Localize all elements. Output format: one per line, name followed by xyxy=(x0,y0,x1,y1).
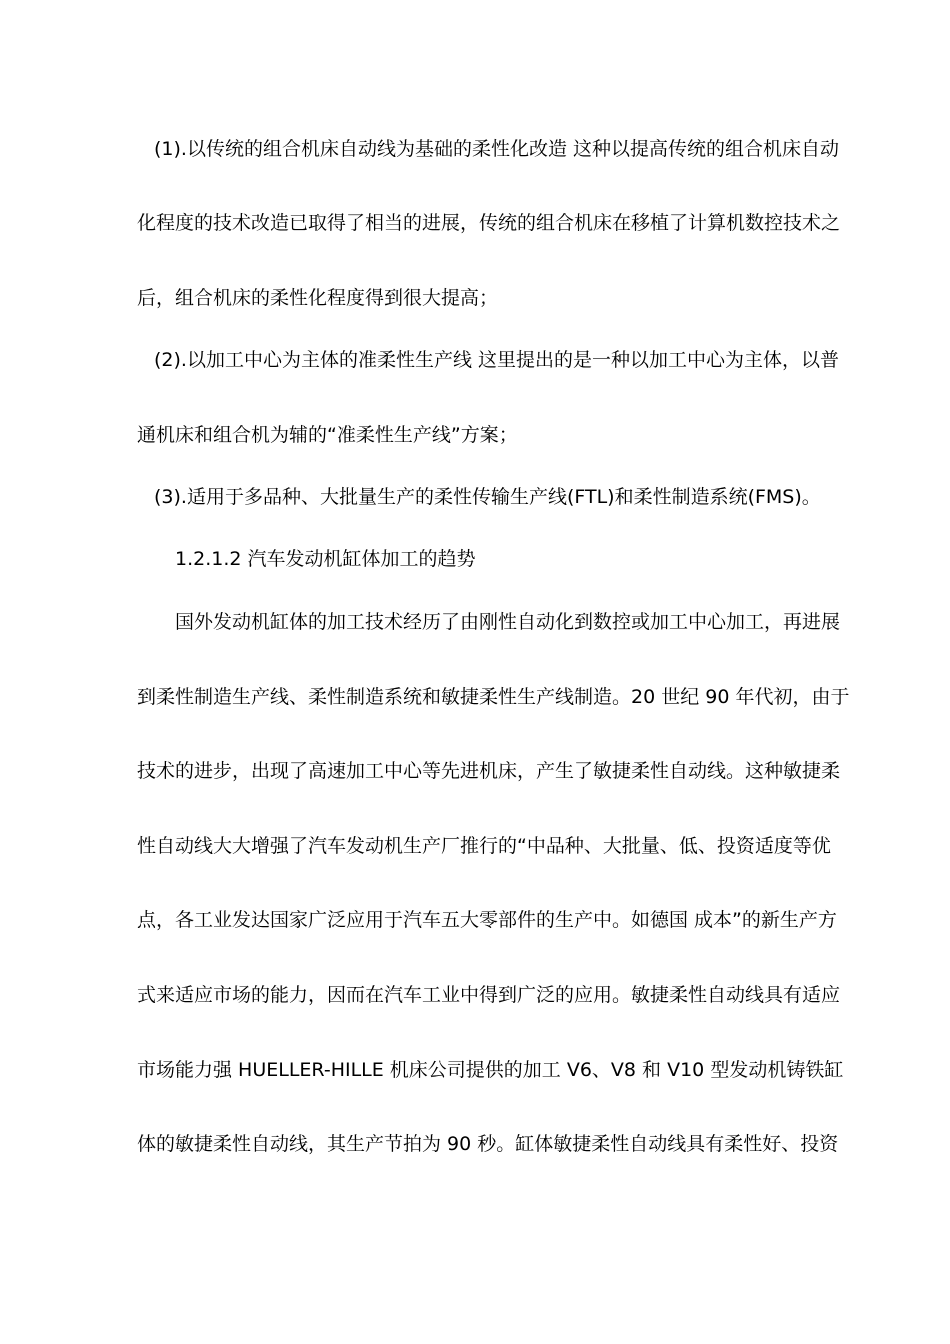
text-line-6: (3).适用于多品种、大批量生产的柔性传输生产线(FTL)和柔性制造系统(FMS)。 xyxy=(154,486,821,508)
text-line-9: 到柔性制造生产线、柔性制造系统和敏捷柔性生产线制造。20 世纪 90 年代初，由于 xyxy=(137,686,850,708)
text-line-1: (1).以传统的组合机床自动线为基础的柔性化改造 这种以提高传统的组合机床自动 xyxy=(154,138,839,160)
text-line-15: 体的敏捷柔性自动线，其生产节拍为 90 秒。缸体敏捷柔性自动线具有柔性好、投资 xyxy=(137,1133,839,1155)
text-line-12: 点，各工业发达国家广泛应用于汽车五大零部件的生产中。如德国 成本”的新生产方 xyxy=(137,909,837,931)
text-line-5: 通机床和组合机为辅的“准柔性生产线”方案； xyxy=(137,424,518,446)
text-line-13: 式来适应市场的能力，因而在汽车工业中得到广泛的应用。敏捷柔性自动线具有适应 xyxy=(137,984,841,1006)
text-line-14: 市场能力强 HUELLER-HILLE 机床公司提供的加工 V6、V8 和 V10 型发动机铸铁缸 xyxy=(137,1059,844,1081)
text-line-4: (2).以加工中心为主体的准柔性生产线 这里提出的是一种以加工中心为主体，以普 xyxy=(154,349,839,371)
section-heading: 1.2.1.2 汽车发动机缸体加工的趋势 xyxy=(175,548,476,570)
text-line-2: 化程度的技术改造已取得了相当的进展，传统的组合机床在移植了计算机数控技术之 xyxy=(137,212,841,234)
text-line-10: 技术的进步，出现了高速加工中心等先进机床，产生了敏捷柔性自动线。这种敏捷柔 xyxy=(137,760,841,782)
text-line-8: 国外发动机缸体的加工技术经历了由刚性自动化到数控或加工中心加工，再进展 xyxy=(175,611,841,633)
text-line-11: 性自动线大大增强了汽车发动机生产厂推行的“中品种、大批量、低、投资适度等优 xyxy=(137,835,831,857)
text-line-3: 后，组合机床的柔性化程度得到很大提高； xyxy=(137,287,499,309)
